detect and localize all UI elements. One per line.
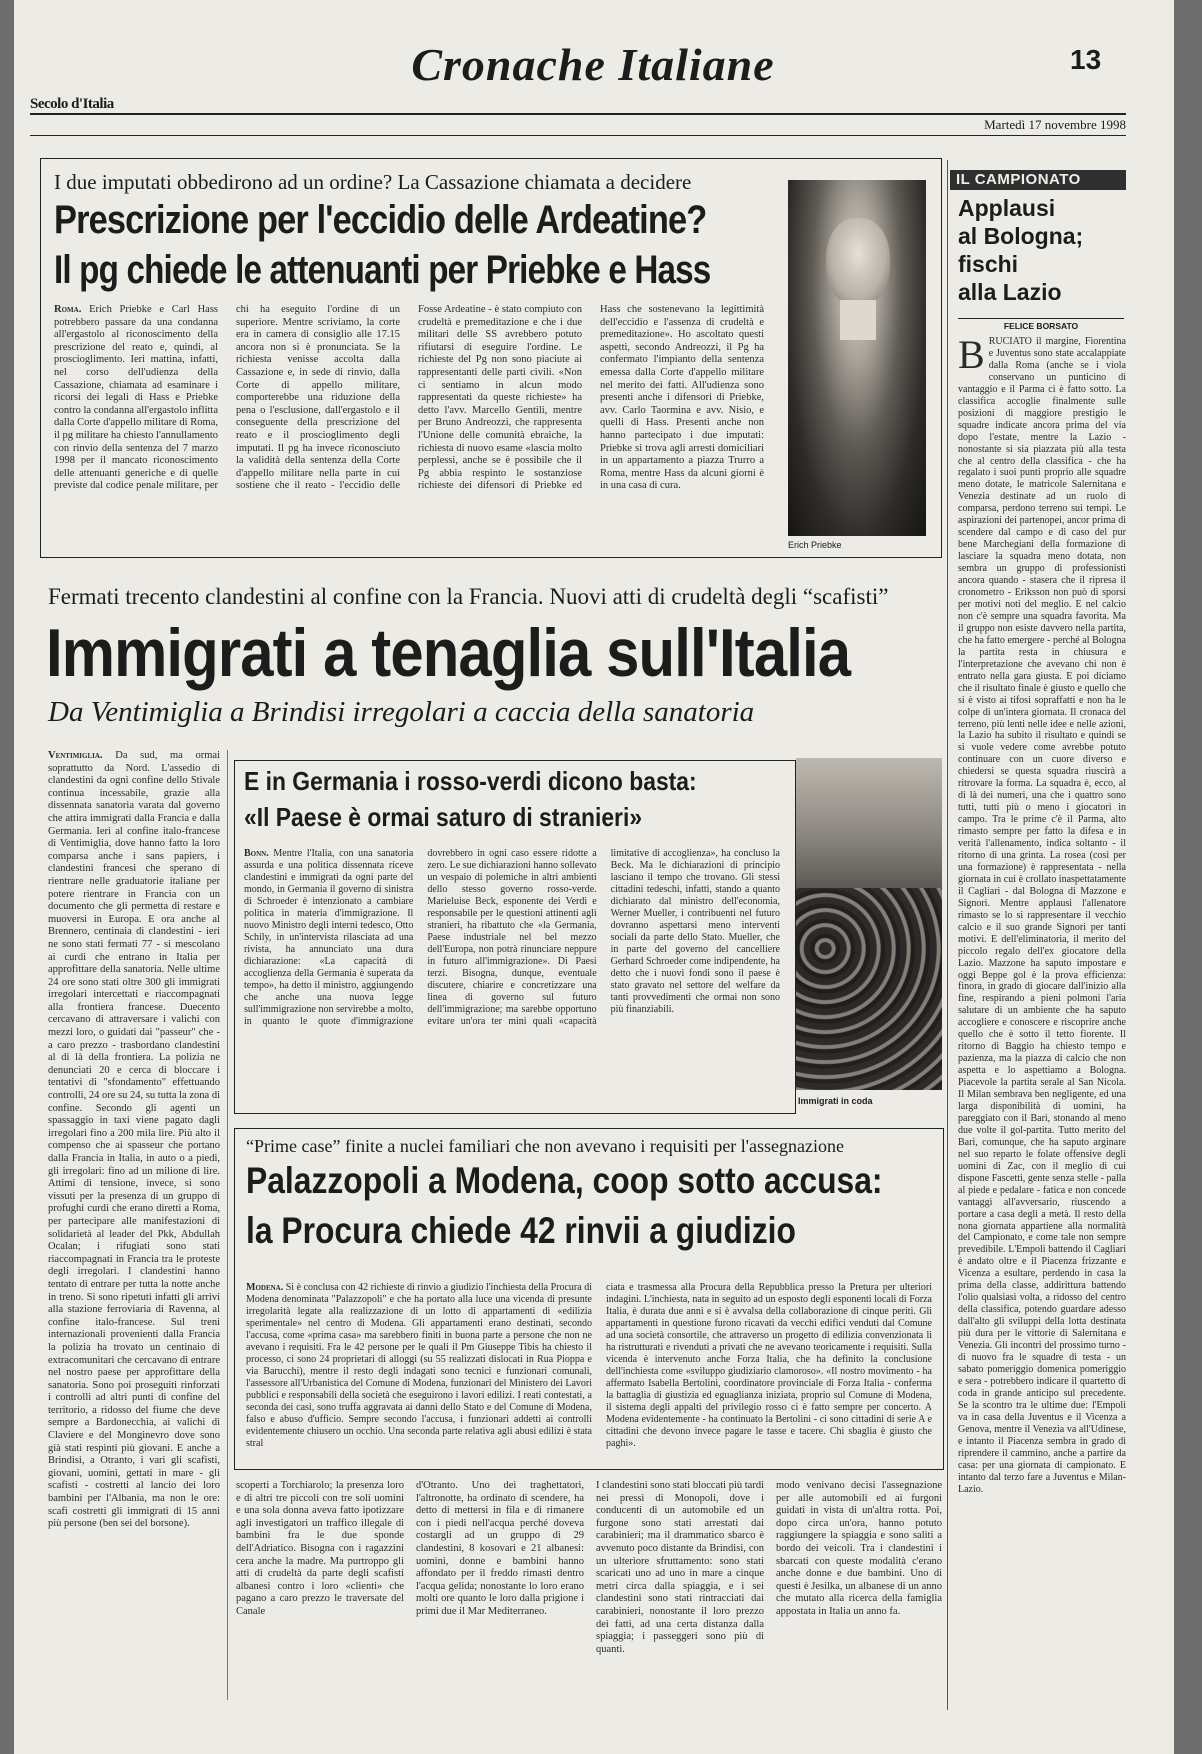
story3-dateline: Bonn. (244, 848, 269, 859)
story4-body-a (246, 1282, 592, 1458)
sidebar-headline-line: fischi (958, 251, 1019, 277)
story3-headline-2: «Il Paese è ormai saturo di stranieri» (244, 802, 643, 832)
priebke-photo (788, 180, 926, 536)
story2-kicker: Fermati trecento clandestini al confine con la Francia. Nuovi atti di crudeltà degli “scafisti” (48, 584, 889, 609)
story2-body-bottom-3 (596, 1480, 764, 1700)
story1-headline-2: Il pg chiede le attenuanti per Priebke e Hass (54, 248, 711, 292)
story2-bottom-text-3: I clandestini sono stati bloccati più tardi nei pressi di Monopoli, dove i conducenti di un automobile ed un furgone sono stati arrestati dai carabinieri; ma il drammatico sbarco è avvenuto poco distante da Brindisi, con un ulteriore sfruttamento: sono stati scaricati uno ad uno in mare a cinque metri circa dalla spiaggia, e i sei clandestini sono stati rintracciati dai carabinieri, nonostante il loro prezzo dei fatti, ad una certa distanza dalla spiaggia; i passeggeri sono più di quanti. (596, 1480, 764, 1655)
story1-kicker: I due imputati obbedirono ad un ordine? La Cassazione chiamata a decidere (54, 170, 692, 194)
sidebar-divider (947, 160, 948, 1710)
story1-dateline: Roma. (54, 304, 82, 315)
sidebar-headline-line: al Bologna; (958, 223, 1084, 249)
story2-bottom-text-1: scoperti a Torchiarolo; la presenza loro e di altri tre piccoli con tre soli uomini e una sola donna aveva fatto ipotizzare agli investigatori un traffico illegale di bambini fra le due sponde dell'Adriatico. Bisogna con i ragazzini cera anche la madre. Ma purtroppo gli atti di crudeltà da parte degli scafisti albanesi contro i loro «clienti» che pagano a caro prezzo le traversate del Canale (236, 1480, 404, 1617)
story3-body (244, 848, 780, 1104)
story2-body-left-text: Da sud, ma ormai soprattutto da Nord. L'assedio di clandestini da ogni confine dello Stivale continua incessabile, grazie alla dissennata sanatoria varata dal governo che attira immigrati dalla Francia e dalla Germania. Ieri al confine italo-francese di Ventimiglia, dove hanno fatto la loro comparsa anche i sans papiers, i clandestini francesi che sperano di rientrare nelle graduatorie italiane per potere rientrare in Francia con un documento che gli permetta di restare e muoversi in Europa. E ora anche al Brennero, centinaia di clandestini - ieri ne sono stati fermati 77 - si mescolano ai curdi che entrano in Italia per approfittare della sanatoria. Nelle ultime 24 ore sono stati oltre 300 gli immigrati irregolari intercettati e riaccompagnati alla frontiera francese. Duecento cercavano di attraversare i valichi con mezzi loro, o guidati dai "passeur" che - a caro prezzo - trasbordano clandestini al di là della frontiera. La polizia ne denunciati 20 e cerca di bloccare i tentativi di "sfondamento" effettuando controlli, 24 ore su 24, su tutta la zona di confine. Secondo gli agenti un spassaggio in taxi viene pagato dagli irregolari fino a 200 mila lire. Più alto il compenso che ai spasseur che portano dalla Francia in Italia, in auto o a piedi, gli irregolari: fino ad un milione di lire. Attimi di tensione, invece, si sono vissuti per la presenza di un gruppo di profughi curdi che erano diretti a Roma, per partecipare alle manifestazioni di solidarietà al leader del Pkk, Abdullah Ocalan; i rifugiati sono stati riaccompagnati in Francia tra le proteste degli irregolari. I clandestini hanno tentato di entrare per tutta la notte anche in treno. Si sono ripetuti infatti gli arrivi alla stazione ferroviaria di Ravenna, al confine italo-francese. Sul treni internazionali provenienti dalla Francia la polizia ha trovato un centinaio di extracomunitari che cercavano di entrare nel nostro paese per approfittare della sanatoria. Sono poi proseguiti rinforzati i controlli ad altri punti di confine del territorio, a ridosso del fiume che deve sempre a Bardonecchia, ai valichi di Claviere e del Monginevro dove sono già stati respinti più giovani. E anche a Brindisi, a Otranto, i vari gli scafisti, giovani, uomini, gettati in mare - gli scafisti - costretti al lancio dei loro bambini per l'Albania, ma non le ore: scafi costretti gli immigrati di 15 anni più persone (ben sei del borsone). (48, 750, 220, 1530)
sidebar-headline-line: Applausi (958, 195, 1056, 221)
sidebar-body-text: RUCIATO il margine, Fiorentina e Juventus sono state accalappiate dalla Roma (anche se i viola conservano un punticino di vantaggio e il Parma ci è fatto sotto. La classifica accoglie finalmente sulle posizioni di maggiore prestigio le squadre indicate ancora prima del via dopo l'estate, mentre la Lazio - nonostante si sia piazzata più alla testa che al centro della classifica - che ha regalato i suoi punti proprio alle squadre meno dotate, le matricole Salernitana e Venezia destinate ad un ruolo di comparsa, perdono terreno sui tempi. Le aspirazioni dei partenopei, ancor prima di scendere dal campo e di caso del pur bene Marchegiani della formazione di lasciare la squadra meno dotata, non sembra un gruppo di professionisti ancora quando - stasera che il ripresa il cronometro - Eriksson non può di sporsi per motivi noti del meglio. E nel calcio non c'è sempre una squadra favorita. Ma il gruppo non esiste davvero nella partita, che ha fatto emergere - perché al Bologna la partita resta in chiusura e l'interpretazione che avevano chi non è entrato nella gara giusta. E poi diciamo che il risultato finale è giusto e quello che si è visto ai tifosi sopraffatti e non ha le colpe di un'intera giornata. Il cronaca del terreno, più lenti nelle idee e nelle azioni, la Lazio ha subito il risultato e quindi se si vuole vedere come avrebbe potuto continuare con un cuore diverso e chiedersi se questa squadra riuscirà a ritrovare la forma. La squadra è, ecco, al di là dei numeri, una che i quattro sono tutti, tutti più o meno i giocatori in campo. Tra le prime c'è il Parma, alto rimasto sempre per fatto la difesa e in verità l'allenamento, indica soltanto - il ritorno di una grinta. La rosea (così per una formazione) è rappresentata - nella giornata in cui è crollato inaspettatamente il Cagliari - dal Bologna di Mazzone e Signori. Mentre applausi l'allenatore rimasto se lo si rappresentare il vecchio calcio e il suo grande Signori per tanti motivi. E dell'eliminatoria, il merito del piccolo regalo dell'ex giocatore della Lazio. Mazzone ha saputo impostare e oggi Beppe gol è la prova efficienza: finora, in grado di giocare dall'inizio alla fine, respirando a pieni polmoni l'aria salutare di un ambiente che ha saputo accogliere e conoscere e riscoprire anche quello che è sotto il tetto fiorente. Il ritorno di Baggio ha chiesto tempo e pazienza, ma la piazza di calcio che non aspetta e lo aspettiamo a Bologna. Piacevole la partita serale al San Nicola. Il Milan sembrava ben negligente, ed una larga disponibilità di uomini, ha pareggiato con il Bari, stonando al meno due volte il gol-partita. Tutto merito del Bari, comunque, che ha saputo arginare nel suo reparto le folate offensive degli uomini di Zac, con il meglio di cui dispone Fascetti, gente senza stelle - palla al piede e pedalare - fatica e non concede vantaggi all'avversario, riuscendo a portare a casa degli a metà. Il resto della nona giornata appartiene alla normalità del Campionato, e come tale non sempre prevedibile. L'Empoli battendo il Cagliari è andato oltre e il Piacenza frizzante e Vicenza a esultare, perdendo in casa la prima della classe, addirittura battendo l'olio qualsiasi volta, a ridosso del centro della classifica, potendo guardare adesso dall'alto gli sviluppi della lotta destinata più dura per le vittorie di Salernitana e Venezia. Gli incontri del prossimo turno - di nuovo fra le squadre di testa - un sabato pomeriggio domenica pomeriggio e sera - potrebbero indicare il quartetto di coda in grande anticipo sul precedente. Se la scontro tra le ultime due: l'Empoli va in casa della Juventus e il Vicenza a Genova, mentre il Venezia va all'Udinese, e intanto il Piacenza sembra in grado di riprendere il cammino, anche a partire da casa: per una giornata di campionato. E intanto dal terzo fare a Juventus e Milan-Lazio. (958, 336, 1126, 1495)
story2-bottom-text-2: d'Otranto. Uno dei traghettatori, l'altronotte, ha ordinato di scendere, ha detto di mettersi in fila e di rimanere con i piedi nell'acqua perché doveva costargli ad un gruppo di 29 clandestini, 8 kosovari e 21 albanesi: uomini, donne e bambini hanno affondato per il freddo rimasti dentro l'acqua gelida; nonostante lo loro erano molti ore quanto le loro dalla prigione i primi due il Mar Mediterraneo. (416, 1480, 584, 1617)
story2-body-bottom-4 (776, 1480, 942, 1700)
sidebar-dropcap: B (958, 336, 985, 377)
story1-headline-1: Prescrizione per l'eccidio delle Ardeatine? (54, 198, 707, 242)
story4-body-b (606, 1282, 932, 1458)
issue-date: Martedì 17 novembre 1998 (984, 117, 1126, 132)
story1-body (54, 304, 764, 544)
story2-bottom-text-4: modo venivano decisi l'assegnazione per alle automobili ed ai furgoni guidati in vista di un'altra rotta. Poi, dopo circa un'ora, hanno potuto raggiungere la spiaggia e sono saliti a bordo dei veicoli. Tra i clandestini i sbarcati con queste modalità c'erano anche donne e due bambini. Uno di questi è Jesilka, un albanese di un anno che mutato alla ricerca della famiglia appostata in Italia un anno fa. (776, 1480, 942, 1617)
story4-headline-2: la Procura chiede 42 rinvii a giudizio (246, 1210, 796, 1251)
section-title: Cronache Italiane (411, 39, 775, 90)
immigrants-photo (796, 758, 942, 1090)
masthead-rule (30, 113, 1126, 115)
story2-body-bottom-1 (236, 1480, 404, 1700)
story4-kicker: “Prime case” finite a nuclei familiari che non avevano i requisiti per l'assegnazione (246, 1136, 844, 1156)
sidebar-byline: FELICE BORSATO (1003, 321, 1079, 331)
sidebar-headline-line: alla Lazio (958, 279, 1062, 305)
story4-dateline: Modena. (246, 1282, 284, 1293)
immigrants-crowd (796, 888, 942, 1090)
story2-headline: Immigrati a tenaglia sull'Italia (46, 615, 851, 691)
story4-body-a-text: Si è conclusa con 42 richieste di rinvio a giudizio l'inchiesta della Procura di Modena denominata "Palazzopoli" e che ha portato alla luce una vicenda di presunte irregolarità legate alla realizzazione di un lotto di appartamenti di «edilizia sperimentale» nel centro di Modena. Gli appartamenti erano destinati, secondo l'accusa, come «prima casa» ma sarebbero finiti in buona parte a persone che non ne avevano i requisiti. Fra le 42 persone per le quali il Pm Giuseppe Tibis ha chiesto il processo, ci sono 24 proprietari di alloggi (su 55 realizzati dislocati in Rua Pioppa e via Barucchi), mentre il resto degli indagati sono tecnici e funzionari comunali, l'assessore all'Urbanistica del Comune di Modena, funzionari del Ministero dei Lavori pubblici e responsabili della società che eseguirono i lavori edilizi. I reati contestati, a seconda dei casi, sono truffa aggravata ai danni dello Stato e del Comune di Modena, falso e abuso d'ufficio. Sempre secondo l'accusa, i funzionari addetti ai controlli evidentemente chiusero un occhio. Una seconda parte relativa agli abusi edilizi è stata stral (246, 1282, 592, 1449)
date-rule (30, 135, 1126, 136)
story2-body-left (48, 750, 220, 1700)
sidebar-byline-rule (958, 318, 1124, 319)
story4-body-b-text: ciata e trasmessa alla Procura della Repubblica presso la Pretura per ulteriori indagini. L'inchiesta, nata in seguito ad un esposto degli esponenti locali di Forza Italia, è durata due anni e si è avvalsa della collaborazione di cinque periti. Gli appartamenti in questione furono ricavati da vecchi edifici venduti dal Comune ad una società consortile, che attraverso un progetto di edilizia convenzionata li ha ristrutturati e rivenduti a privati che ne avevano teoricamente i requisiti. Sulla vicenda è intervenuto anche Forza Italia, che ha definito la conclusione dell'inchiesta come «sviluppo giudiziario clamoroso». «Il nostro movimento - ha affermato Isabella Bertolini, coordinatore provinciale di Forza Italia - conferma la battaglia di giustizia ed eguaglianza iniziata, proprio sul Comune di Modena, il sistema degli appalti del privilegio rosso ci è fatto sempre per concerto. A Modena evidentemente - ha continuato la Bertolini - ci sono cittadini di serie A e cittadini che devono invece pagare le tasse e tacere. Chi sbaglia è giusto che paghi». (606, 1282, 932, 1449)
sidebar-kicker: IL CAMPIONATO (950, 170, 1126, 190)
priebke-face (826, 218, 890, 306)
story2-subhead: Da Ventimiglia a Brindisi irregolari a caccia della sanatoria (48, 696, 755, 728)
immigrants-photo-caption: Immigrati in coda (798, 1096, 873, 1106)
sidebar-body (958, 336, 1126, 1666)
story4-headline-1: Palazzopoli a Modena, coop sotto accusa: (246, 1160, 883, 1201)
story2-col-divider (227, 750, 228, 1700)
page-number: 13 (1070, 44, 1102, 75)
story2-body-bottom-2 (416, 1480, 584, 1700)
story2-dateline: Ventimiglia. (48, 750, 103, 761)
sidebar-headline (958, 194, 1126, 306)
story3-headline-1: E in Germania i rosso-verdi dicono basta: (244, 766, 697, 796)
paper-name: Secolo d'Italia (30, 96, 114, 112)
story3-body-text: Mentre l'Italia, con una sanatoria assurda e una politica dissennata riceve clandestini e immigrati da ogni parte del mondo, in Germania il governo di sinistra di Schroeder è intenzionato a cambiare politica in materia d'immigrazione. Il nuovo Ministro degli interni tedesco, Otto Schily, in un'intervista rilasciata ad una rivista, ha annunciato una dura dichiarazione: «La capacità di accoglienza della Germania è superata da tempo», ha detto il ministro, aggiungendo che anche una nuova legge sull'immigrazione non servirebbe a molto, in quanto le quote d'immigrazione dovrebbero in ogni caso essere ridotte a zero. Le sue dichiarazioni hanno sollevato un vespaio di polemiche in altri ambienti dello stesso governo rosso-verde. Marieluise Beck, esponente dei Verdi e responsabile per le questioni attinenti agli stranieri, ha ribattuto che «la Germania, Paese industriale nel bel mezzo dell'Europa, non potrà rinunciare neppure in futuro all'immigrazione». Di Paesi terzi. Bisogna, dunque, eventuale discutere, chiarire e concretizzare una linea di governo sul futuro dell'immigrazione; ma sarebbe opportuno evitare un'ora ter mini quali «capacità limitative di accoglienza», ha concluso la Beck. Ma le dichiarazioni di principio lasciano il tempo che trovano. Gli stessi cittadini tedeschi, infatti, stando a quanto dichiarato dal ministro dell'economia, Werner Mueller, i contribuenti nel futuro dovranno aspettarsi meno interventi sociali da parte dello Stato. Mueller, che in parte del governo del cancelliere Gerhard Schroeder come indipendente, ha detto che i nuovi fondi sono il paese è stato gravato nel settore del welfare da tanti provvedimenti che ormai non sono più finanziabili. (244, 848, 780, 1027)
newspaper-page (14, 0, 1174, 1754)
priebke-photo-caption: Erich Priebke (788, 540, 842, 550)
priebke-collar (840, 300, 876, 340)
story1-body-text: Erich Priebke e Carl Hass potrebbero passare da una condanna all'ergastolo al riconoscimento della prescrizione del reato e, quindi, al proscioglimento. Ieri mattina, infatti, nel corso dell'udienza della Cassazione, chiamata ad esaminare i ricorsi dei legali di Hass e Priebke contro la condanna all'ergastolo inflitta dalla Corte d'appello militare di Roma, il pg militare ha chiesto l'annullamento con rinvio della sentenza del 7 marzo 1998 per il mancato riconoscimento delle attenuanti generiche e di quelle previste dal codice penale militare, per chi ha eseguito l'ordine di un superiore. Mentre scriviamo, la corte era in camera di consiglio alle 17.15 ancora non si è pronunciata. Se la richiesta venisse accolta dalla Cassazione e, in sede di rinvio, dalla Corte di appello militare, comporterebbe una riduzione della pena o l'esclusione, dall'ergastolo e il conseguente della prescrizione del reato e il proscioglimento degli imputati. Il pg ha invece riconosciuto la validità della sentenza della Corte d'appello militare nella parte in cui sostiene che il reato - l'eccidio delle Fosse Ardeatine - è stato compiuto con crudeltà e premeditazione e che i due militari delle SS avrebbero potuto rifiutarsi di eseguire l'ordine. Le richieste del Pg non sono piaciute ai rappresentanti delle parti civili. «Non ci sentiamo in alcun modo rappresentati da queste richieste» ha detto l'avv. Marcello Gentili, mentre per Bruno Andreozzi, che rappresenta l'Unione delle comunità ebraiche, la richiesta di nuovo esame «lascia molto perplessi, anche se è possibile che il Pg abbia respinto le sostanziose richieste dei difensori di Priebke ed Hass che sostenevano la legittimità dell'eccidio e l'assenza di crudeltà e premeditazione». Ho ascoltato questi aspetti, secondo Andreozzi, il Pg ha confermato l'impianto della sentenza emessa dalla Corte d'appello militare nel merito dei fatti. All'udienza sono presenti anche i difensori di Priebke, avv. Carlo Taormina e avv. Nisio, e quelli di Hass. Presenti anche non hanno partecipato i due imputati: Priebke si trova agli arresti domiciliari in un appartamento a piazza Trurro a Roma, mentre Hass da alcuni giorni è in una casa di cura. (54, 304, 764, 492)
